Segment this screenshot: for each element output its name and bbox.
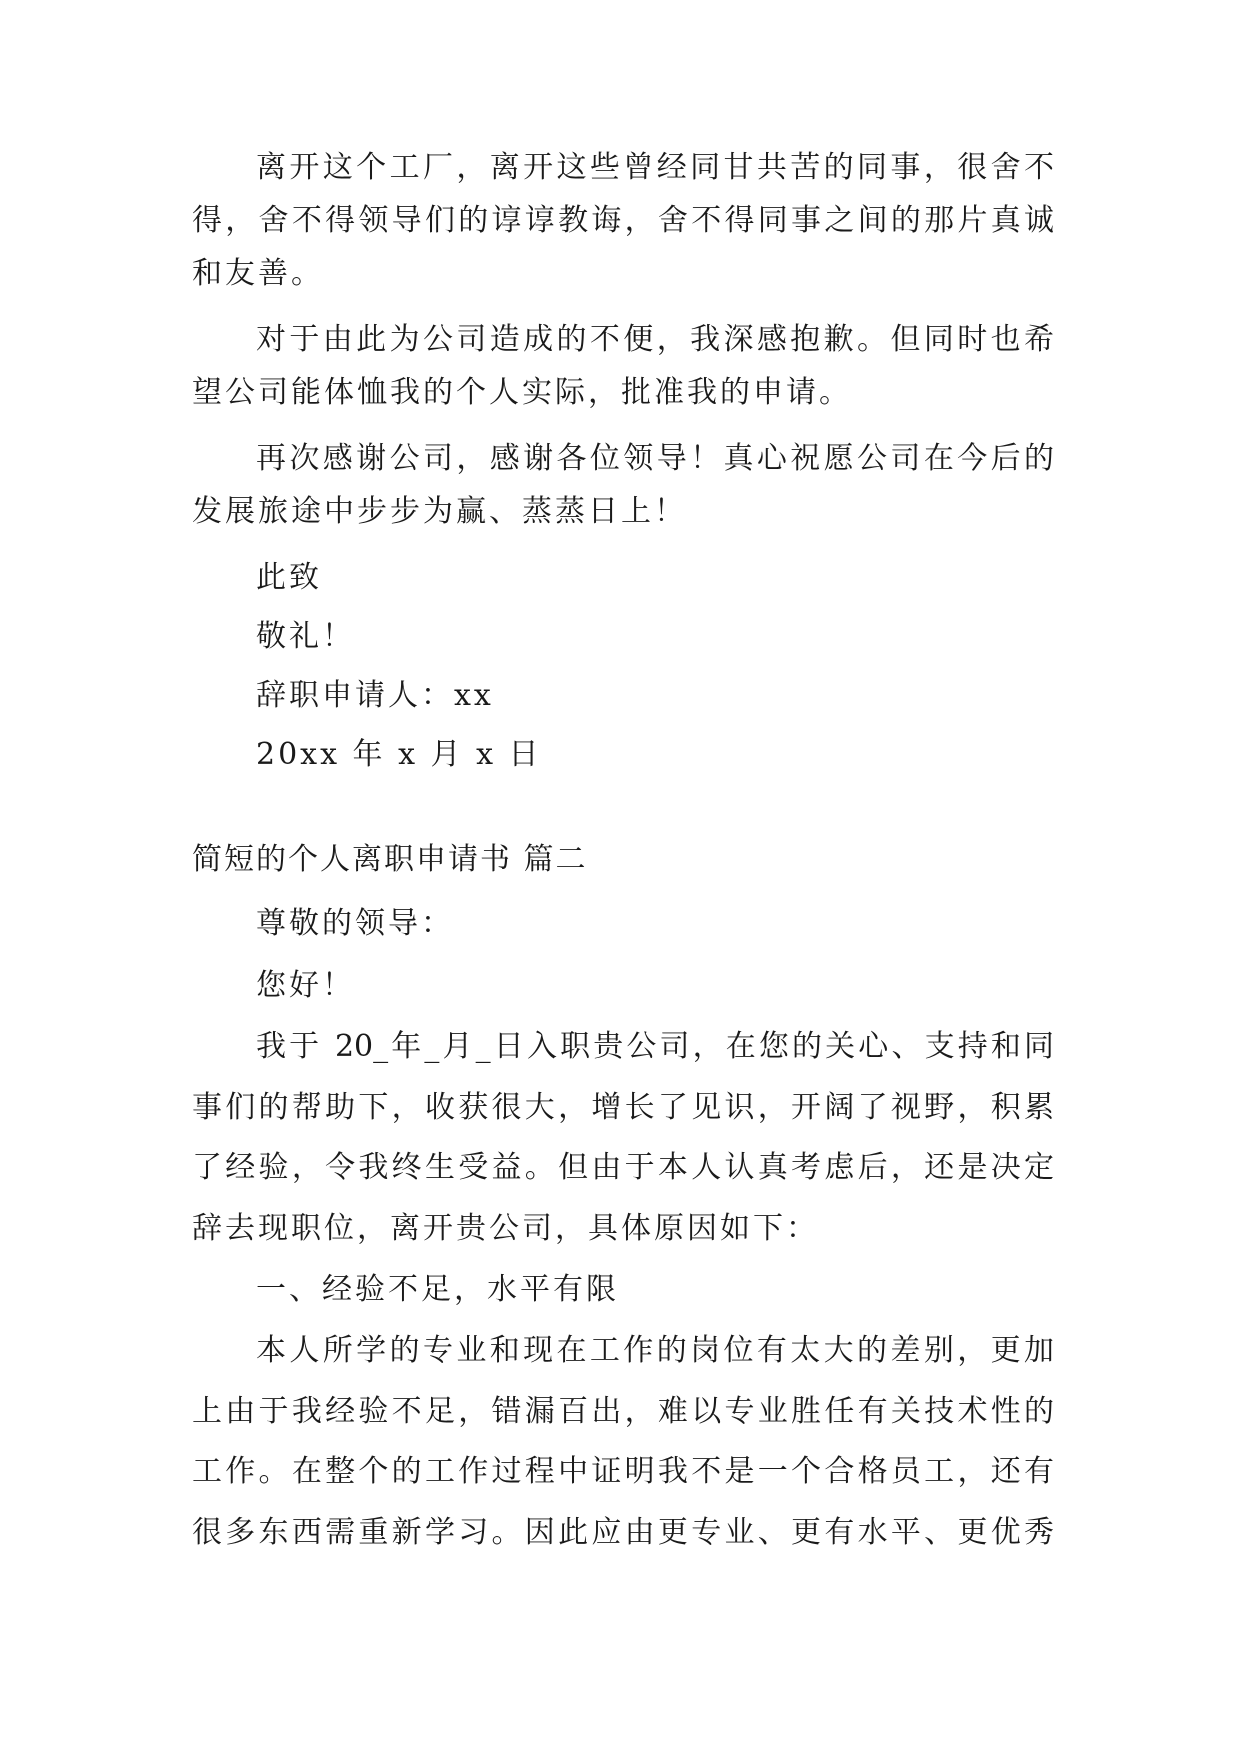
salutation: 尊敬的领导：: [256, 906, 454, 941]
paragraph-line: 对于由此为公司造成的不便，我深感抱歉。但同时也希: [256, 322, 1054, 357]
paragraph-line: 工作。在整个的工作过程中证明我不是一个合格员工，还有: [192, 1454, 1054, 1489]
paragraph-line: 离开这个工厂，离开这些曾经同甘共苦的同事，很舍不: [256, 150, 1054, 185]
paragraph-line: 了经验，令我终生受益。但由于本人认真考虑后，还是决定: [192, 1150, 1054, 1185]
paragraph-line: 发展旅途中步步为赢、蒸蒸日上！: [192, 494, 687, 529]
paragraph-line: 得，舍不得领导们的谆谆教诲，舍不得同事之间的那片真诚: [192, 203, 1054, 238]
paragraph-line: 很多东西需重新学习。因此应由更专业、更有水平、更优秀: [192, 1515, 1054, 1550]
greeting: 您好！: [256, 968, 355, 1003]
paragraph-line: 辞去现职位，离开贵公司，具体原因如下：: [192, 1211, 819, 1246]
paragraph-line: 我于 20_年_月_日入职贵公司，在您的关心、支持和同: [256, 1029, 1054, 1064]
paragraph-line: 上由于我经验不足，错漏百出，难以专业胜任有关技术性的: [192, 1394, 1054, 1429]
section-heading: 简短的个人离职申请书 篇二: [192, 842, 588, 877]
closing-line: 敬礼！: [256, 619, 355, 654]
paragraph-line: 和友善。: [192, 256, 324, 291]
closing-line: 此致: [256, 560, 322, 595]
paragraph-line: 再次感谢公司，感谢各位领导！真心祝愿公司在今后的: [256, 441, 1054, 476]
signature-line: 辞职申请人：xx: [256, 678, 494, 713]
paragraph-line: 望公司能体恤我的个人实际，批准我的申请。: [192, 375, 852, 410]
date-line: 20xx 年 x 月 x 日: [256, 737, 542, 772]
paragraph-line: 事们的帮助下，收获很大，增长了见识，开阔了视野，积累: [192, 1090, 1054, 1125]
paragraph-line: 本人所学的专业和现在工作的岗位有太大的差别，更加: [256, 1333, 1054, 1368]
point-title: 一、经验不足，水平有限: [256, 1272, 619, 1307]
